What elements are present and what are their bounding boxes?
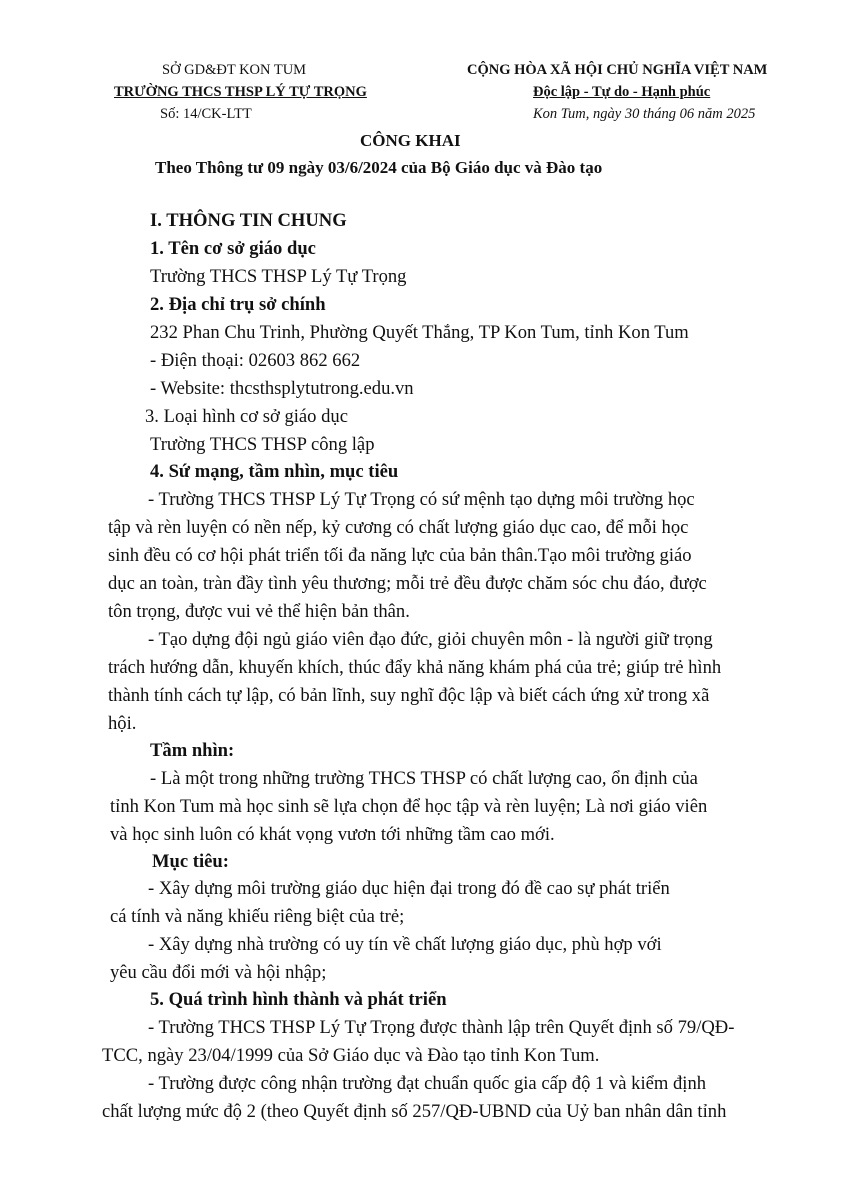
nation-name: CỘNG HÒA XÃ HỘI CHỦ NGHĨA VIỆT NAM	[467, 62, 768, 78]
authority-name: SỞ GD&ĐT KON TUM	[162, 62, 307, 78]
subheading-institution-type: 3. Loại hình cơ sở giáo dục	[145, 406, 348, 427]
body-line: và học sinh luôn có khát vọng vươn tới những tầm cao mới.	[110, 824, 555, 845]
subheading-history: 5. Quá trình hình thành và phát triển	[150, 989, 447, 1010]
body-line: - Tạo dựng đội ngủ giáo viên đạo đức, giỏi chuyên môn - là người giữ trọng	[148, 629, 713, 650]
body-line: dục an toàn, tràn đầy tình yêu thương; mỗi trẻ đều được chăm sóc chu đáo, được	[108, 573, 707, 594]
subheading-institution-name: 1. Tên cơ sở giáo dục	[150, 238, 316, 259]
document-title: CÔNG KHAI	[360, 131, 461, 150]
body-line: trách hướng dẫn, khuyến khích, thúc đẩy khả năng khám phá của trẻ; giúp trẻ hình	[108, 657, 722, 678]
body-line: hội.	[108, 713, 137, 734]
national-motto: Độc lập - Tự do - Hạnh phúc	[533, 84, 711, 100]
body-line: 232 Phan Chu Trinh, Phường Quyết Thắng, TP Kon Tum, tỉnh Kon Tum	[150, 322, 689, 343]
place-date: Kon Tum, ngày 30 tháng 06 năm 2025	[533, 106, 756, 122]
body-line: - Là một trong những trường THCS THSP có chất lượng cao, ổn định của	[150, 768, 698, 789]
body-line: - Xây dựng nhà trường có uy tín về chất lượng giáo dục, phù hợp với	[148, 934, 662, 955]
body-line: - Website: thcsthsplytutrong.edu.vn	[150, 378, 414, 399]
body-line: Trường THCS THSP công lập	[150, 434, 375, 455]
document-subtitle: Theo Thông tư 09 ngày 03/6/2024 của Bộ Giáo dục và Đào tạo	[155, 158, 603, 177]
section-heading-general-info: I. THÔNG TIN CHUNG	[150, 210, 347, 231]
subheading-objectives: Mục tiêu:	[152, 851, 229, 872]
body-line: tỉnh Kon Tum mà học sinh sẽ lựa chọn để học tập và rèn luyện; Là nơi giáo viên	[110, 796, 708, 817]
body-line: tập và rèn luyện có nền nếp, kỷ cương có chất lượng giáo dục cao, để mỗi học	[108, 517, 689, 538]
school-name: TRƯỜNG THCS THSP LÝ TỰ TRỌNG	[114, 84, 367, 100]
body-line: - Trường THCS THSP Lý Tự Trọng có sứ mệnh tạo dựng môi trường học	[148, 489, 695, 510]
document-number: Số: 14/CK-LTT	[160, 106, 252, 122]
body-line: - Trường THCS THSP Lý Tự Trọng được thành lập trên Quyết định số 79/QĐ-	[148, 1017, 735, 1038]
body-line: TCC, ngày 23/04/1999 của Sở Giáo dục và Đào tạo tỉnh Kon Tum.	[102, 1045, 600, 1066]
body-line: chất lượng mức độ 2 (theo Quyết định số 257/QĐ-UBND của Uỷ ban nhân dân tỉnh	[102, 1101, 727, 1122]
subheading-vision: Tầm nhìn:	[150, 740, 235, 761]
body-line: thành tính cách tự lập, có bản lĩnh, suy nghĩ độc lập và biết cách ứng xử trong xã	[108, 685, 710, 706]
body-line: - Trường được công nhận trường đạt chuẩn quốc gia cấp độ 1 và kiểm định	[148, 1073, 707, 1094]
body-line: cá tính và năng khiếu riêng biệt của trẻ;	[110, 906, 405, 927]
body-line: yêu cầu đổi mới và hội nhập;	[110, 962, 327, 983]
subheading-address: 2. Địa chỉ trụ sở chính	[150, 294, 326, 315]
body-line: Trường THCS THSP Lý Tự Trọng	[150, 266, 407, 287]
body-line: - Xây dựng môi trường giáo dục hiện đại trong đó đề cao sự phát triển	[148, 878, 670, 899]
body-line: tôn trọng, được vui vẻ thể hiện bản thân.	[108, 601, 410, 622]
body-line: sinh đều có cơ hội phát triển tối đa năng lực của bản thân.Tạo môi trường giáo	[108, 545, 692, 566]
body-line: - Điện thoại: 02603 862 662	[150, 350, 361, 371]
subheading-mission: 4. Sứ mạng, tầm nhìn, mục tiêu	[150, 461, 399, 482]
